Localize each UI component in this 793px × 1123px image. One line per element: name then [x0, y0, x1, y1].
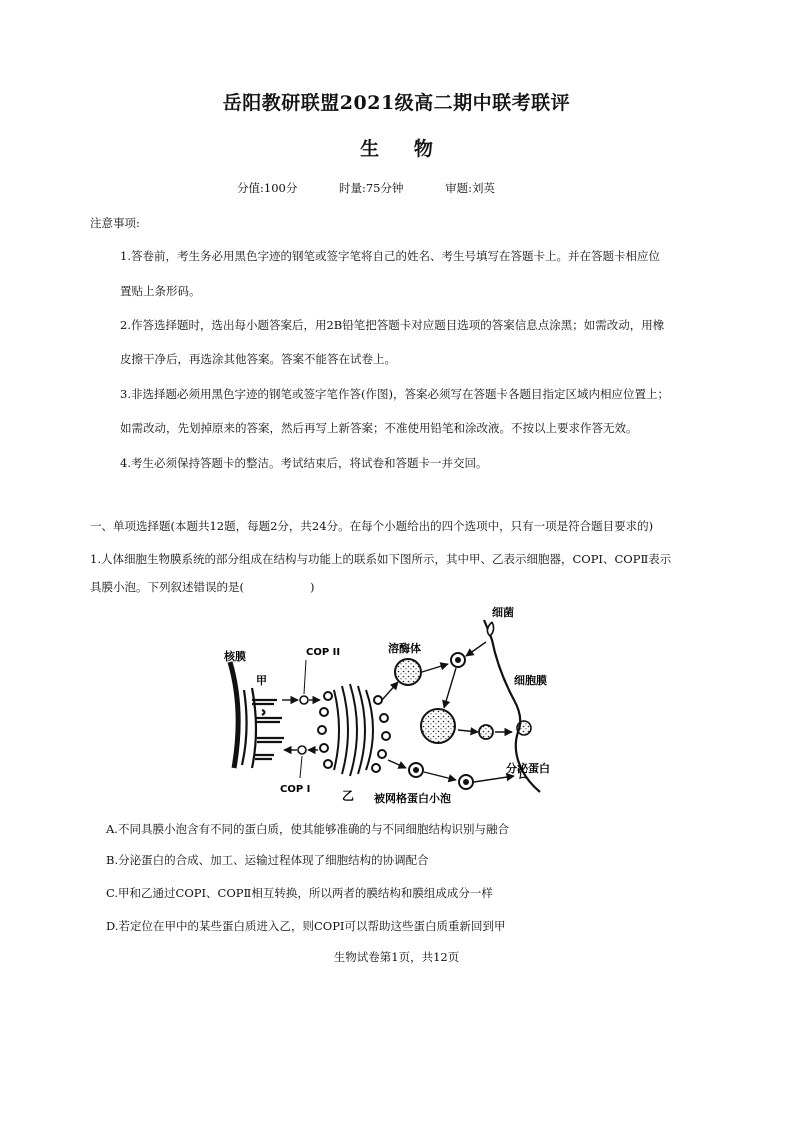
arrow-to-secretion	[474, 776, 514, 782]
exocytosis-vesicle-shape	[517, 721, 531, 735]
note-line-7: 4.考生必须保持答题卡的整洁。考试结束后，将试卷和答题卡一并交回。	[120, 456, 488, 470]
meta-score: 分值:100分	[237, 181, 298, 195]
option-c[interactable]: C.甲和乙通过COPⅠ、COPⅡ相互转换，所以两者的膜结构和膜组成成分一样	[106, 886, 493, 900]
nuclear-membrane-shape	[230, 662, 238, 768]
membrane-system-figure	[222, 600, 557, 810]
secretory-vesicle-core	[463, 779, 469, 785]
exam-meta	[237, 180, 495, 196]
note-line-6: 如需改动，先划掉原来的答案，然后再写上新答案；不准使用铅笔和涂改液。不按以上要求作答无效。	[120, 421, 638, 435]
residual-body-shape	[479, 725, 493, 739]
label-coated-vesicle: 被网格蛋白小泡	[374, 792, 451, 805]
cop1-vesicle	[298, 746, 306, 754]
label-bacteria: 细菌	[492, 606, 514, 619]
question-1-stem-line-2	[90, 579, 315, 595]
label-yi: 乙	[342, 789, 355, 803]
label-cop2: COP II	[306, 647, 341, 658]
cop2-leader	[304, 660, 306, 694]
lysosome-shape	[395, 659, 421, 685]
note-line-3: 2.作答选择题时，选出每小题答案后，用2B铅笔把答题卡对应题目选项的答案信息点涂黑；如需改动，用橡	[120, 318, 665, 332]
label-secretory-protein: 分泌蛋白	[506, 762, 550, 775]
note-line-5: 3.非选择题必须用黑色字迹的钢笔或签字笔作答(作图)，答案必须写在答题卡各题目指定区域内相应位置上；	[120, 387, 669, 401]
subject-char-2: 物	[413, 138, 433, 160]
note-line-4: 皮擦干净后，再选涂其他答案。答案不能答在试卷上。	[120, 352, 396, 366]
option-a[interactable]: A.不同具膜小泡含有不同的蛋白质，使其能够准确的与不同细胞结构识别与融合	[106, 822, 509, 836]
question-1-stem-text: 具膜小泡。下列叙述错误的是(	[90, 580, 244, 594]
page-footer: 生物试卷第1页，共12页	[333, 950, 460, 964]
option-b[interactable]: B.分泌蛋白的合成、加工、运输过程体现了细胞结构的协调配合	[106, 853, 429, 867]
golgi-yi-shape	[318, 684, 390, 776]
notes-heading: 注意事项:	[90, 216, 140, 230]
subject-char-1: 生	[360, 138, 380, 160]
option-d[interactable]: D.若定位在甲中的某些蛋白质进入乙，则COPI可以帮助这些蛋白质重新回到甲	[106, 919, 506, 933]
question-1-stem-close: )	[310, 580, 315, 594]
arrow-bacteria-in	[466, 642, 486, 656]
arrow-to-residual-body	[458, 730, 478, 732]
label-cop1: COP I	[280, 784, 311, 795]
meta-reviewer: 审题:刘英	[445, 181, 496, 195]
cop2-vesicle	[300, 696, 308, 704]
arrow-golgi-to-coated-vesicle	[388, 760, 406, 768]
coated-vesicle-core	[413, 767, 419, 773]
cop1-leader	[300, 756, 302, 778]
arrow-to-secondary-lysosome	[444, 668, 456, 708]
label-cell-membrane: 细胞膜	[514, 674, 547, 687]
arrow-golgi-to-lysosome	[382, 682, 398, 700]
arrow-coated-to-secretory	[424, 772, 456, 780]
label-jia: 甲	[256, 674, 267, 687]
note-line-2: 置贴上条形码。	[120, 284, 201, 298]
label-lysosome: 溶酶体	[388, 642, 421, 655]
note-line-1: 1.答卷前，考生务必用黑色字迹的钢笔或签字笔将自己的姓名、考生号填写在答题卡上。并在答题卡相应位	[120, 249, 660, 263]
question-1-stem-line-1: 1.人体细胞生物膜系统的部分组成在结构与功能上的联系如下图所示，其中甲、乙表示细胞器，COPI、COPⅡ表示	[90, 552, 672, 566]
subject-title	[0, 134, 793, 161]
bacteria-shape	[487, 622, 493, 636]
er-jia-shape	[242, 688, 284, 768]
page-title: 岳阳教研联盟2021级高二期中联考联评	[222, 92, 571, 114]
phagosome-core	[455, 657, 461, 663]
arrow-lysosome-to-phagosome	[422, 664, 448, 672]
secondary-lysosome-shape	[421, 709, 455, 743]
label-nuclear-membrane: 核膜	[224, 650, 246, 663]
section-heading: 一、单项选择题(本题共12题，每题2分，共24分。在每个小题给出的四个选项中，只有一项是符合题目要求的)	[90, 519, 654, 533]
meta-time: 时量:75分钟	[338, 181, 404, 195]
